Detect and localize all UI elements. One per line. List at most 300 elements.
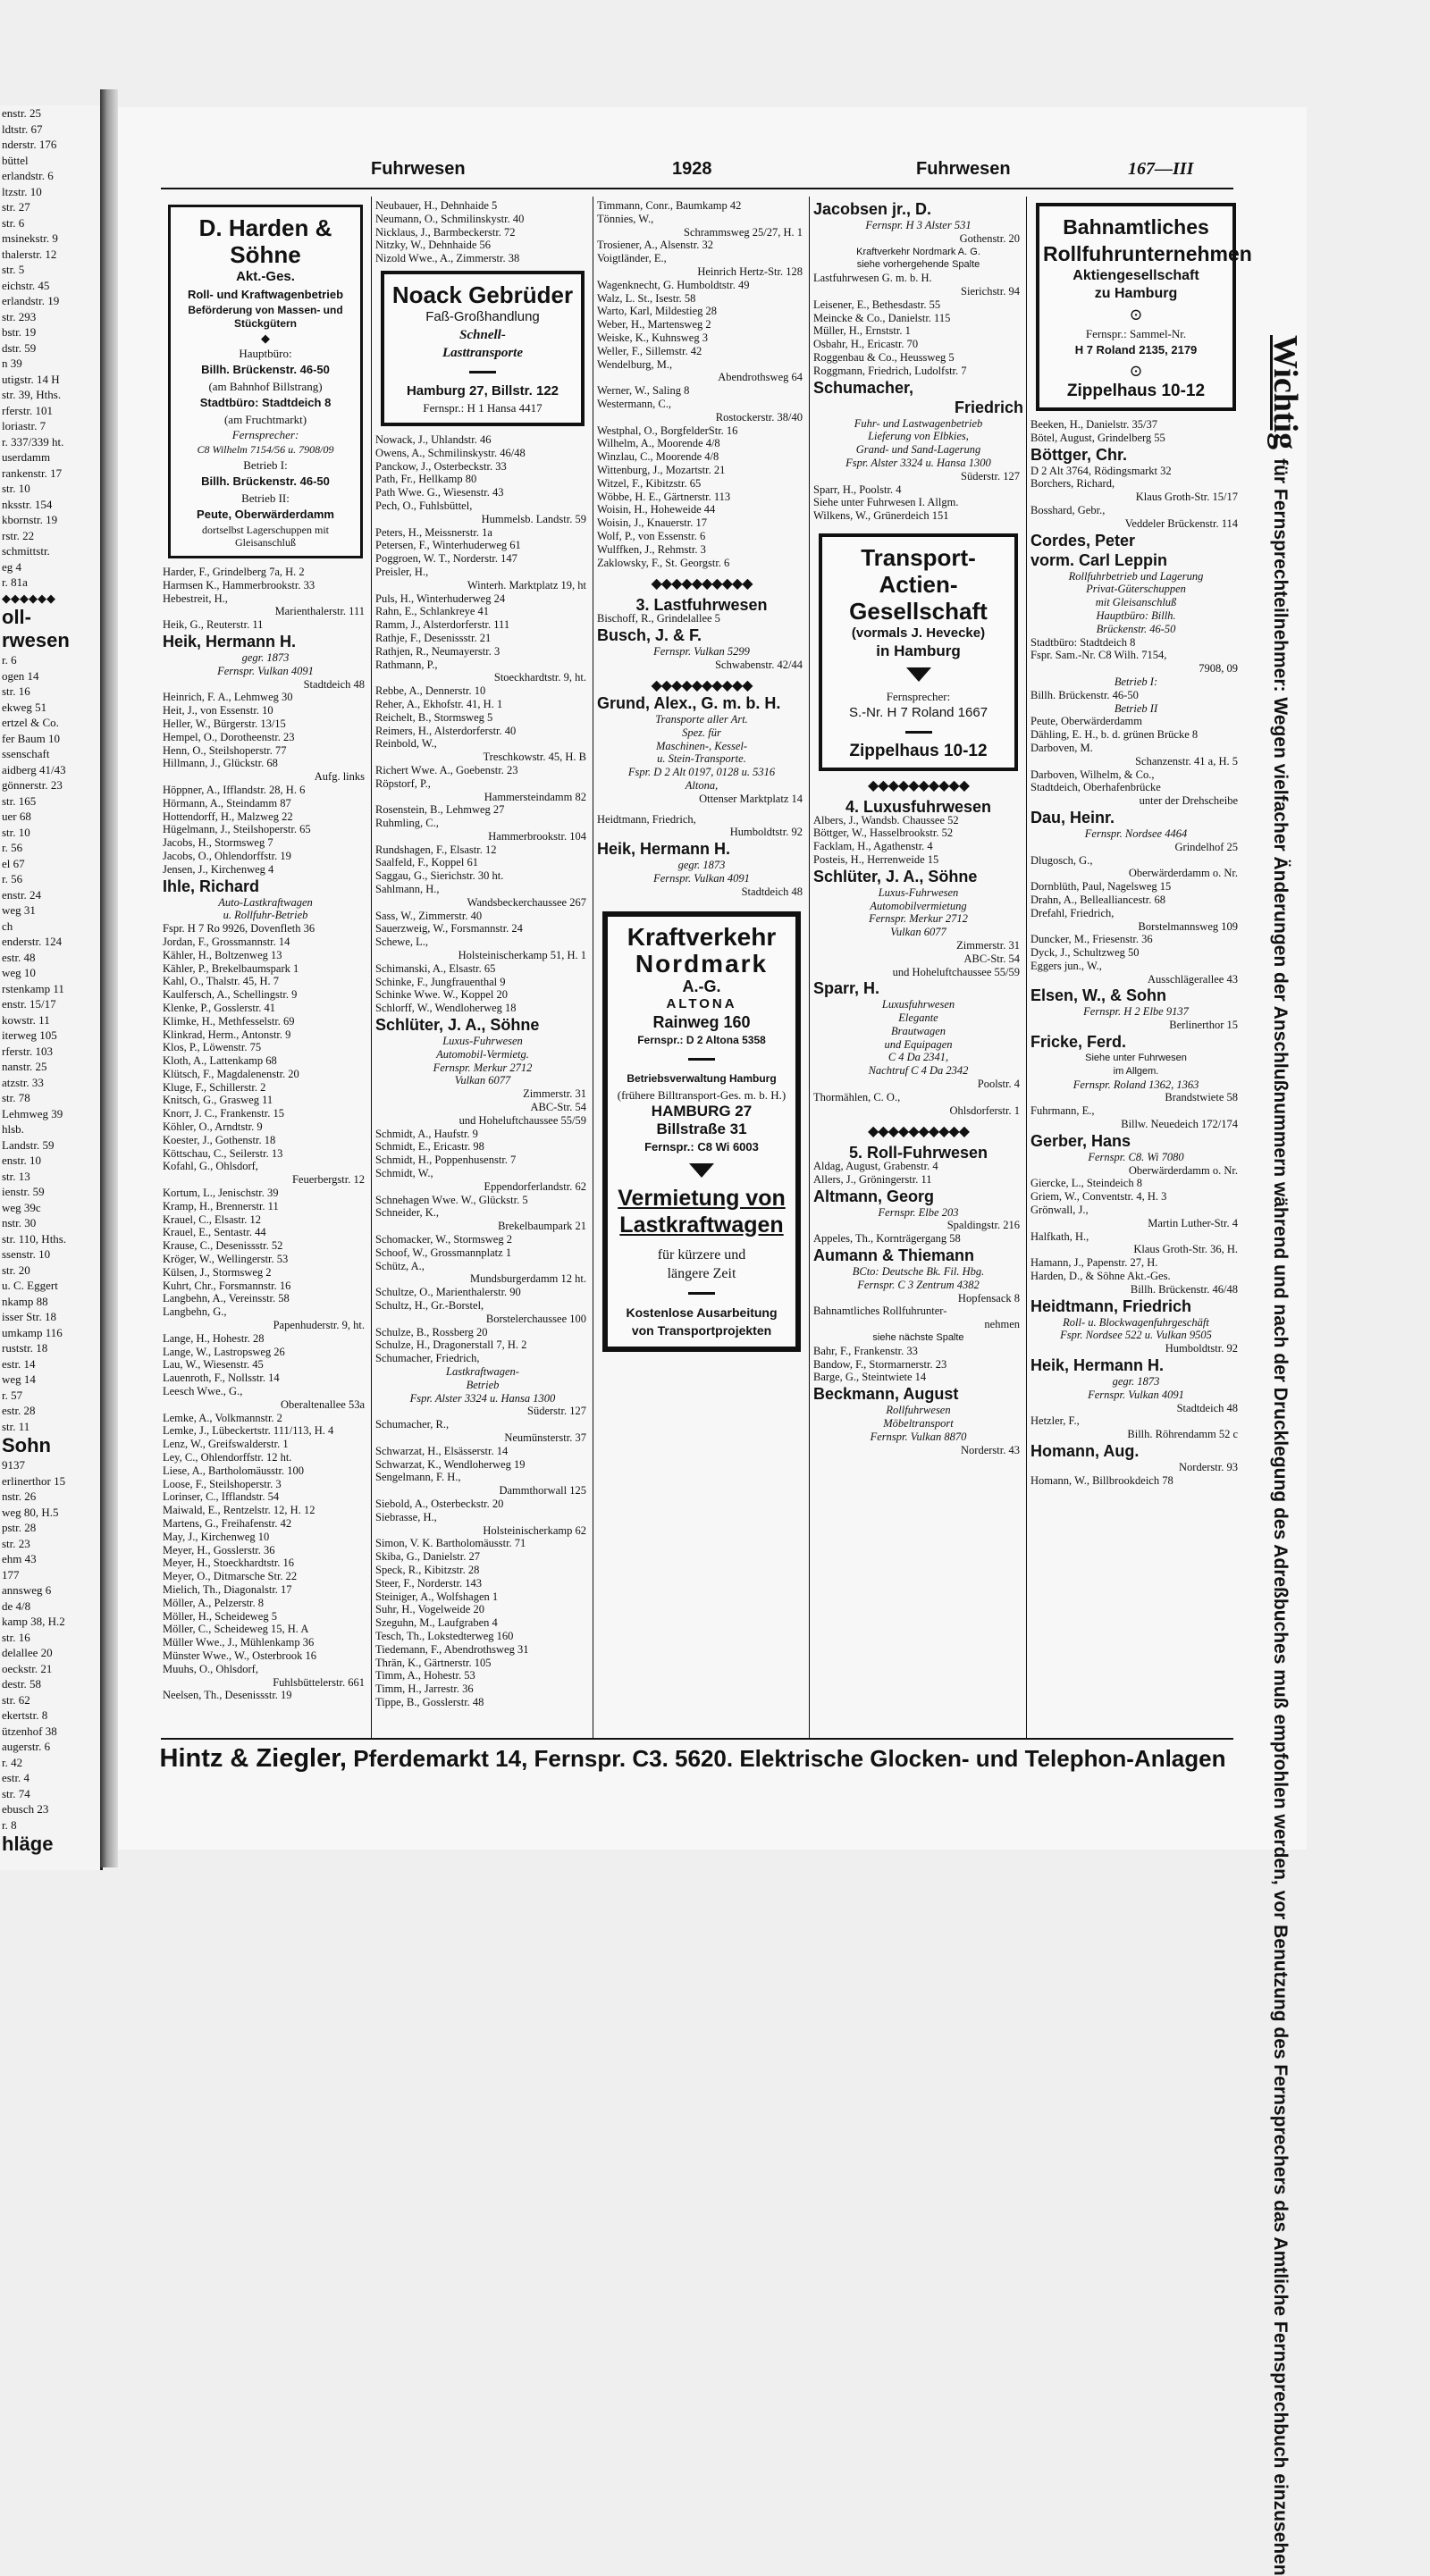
list-item: Bandow, F., Stormarnerstr. 23	[813, 1357, 947, 1371]
list-item: Owens, A., Schmilinskystr. 46/48	[375, 446, 526, 459]
ad-bahnamtliches	[1036, 203, 1252, 411]
column-5	[1030, 199, 1252, 1488]
divider	[688, 1058, 715, 1061]
fragment-line: ldtstr. 67	[2, 122, 43, 136]
fragment-line: str. 110, Hths.	[2, 1231, 67, 1246]
list-item: Drahn, A., Bellealliancestr. 68	[1030, 893, 1166, 906]
listing-address: Stadtdeich 48	[303, 677, 365, 691]
list-item: Tesch, Th., Lokstedterweg 160	[375, 1629, 514, 1642]
column-rule	[809, 197, 810, 1738]
fragment-line: eg 4	[2, 559, 22, 574]
listing-detail: Altona,	[685, 779, 719, 793]
listing-address: 7908, 09	[1199, 662, 1238, 675]
listing-detail: Elegante	[898, 1011, 938, 1025]
list-item: Barge, G., Steintwiete 14	[813, 1371, 927, 1384]
ad-line: längere Zeit	[667, 1265, 736, 1281]
ad-subtitle: Faß-Großhandlung	[425, 308, 540, 324]
ad-title: Gesellschaft	[849, 597, 988, 625]
ad-title: D. Harden & Söhne	[198, 214, 332, 268]
list-item: Schwarzat, K., Wendloherweg 19	[375, 1457, 526, 1471]
list-item: Meincke & Co., Danielstr. 115	[813, 311, 951, 324]
fragment-line: estr. 48	[2, 950, 36, 964]
list-item: Kähler, H., Boltzenweg 13	[163, 948, 282, 961]
entry-list	[813, 777, 1023, 1456]
fragment-line: aidberg 41/43	[2, 762, 66, 776]
listing-address: Martin Luther-Str. 4	[1148, 1216, 1238, 1229]
list-item: Wittenburg, J., Mozartstr. 21	[597, 463, 726, 476]
listing-detail: Betrieb I:	[1114, 675, 1158, 688]
fragment-line: str. 23	[2, 1536, 30, 1550]
list-item: Nizold Wwe., A., Zimmerstr. 38	[375, 252, 520, 265]
listing-detail: Transporte aller Art.	[655, 713, 748, 726]
divider	[469, 371, 496, 373]
listing-address: und Hoheluftchaussee 55/59	[458, 1113, 586, 1127]
fragment-line: oll-	[2, 606, 31, 628]
footer-ad	[143, 1744, 1242, 1774]
list-item: Loose, F., Steilshoperstr. 3	[163, 1477, 282, 1490]
listing-detail: C 4 Da 2341,	[887, 1051, 949, 1064]
list-item: Dlugosch, G.,	[1030, 853, 1093, 867]
list-item: Rathjen, R., Neumayerstr. 3	[375, 644, 500, 658]
list-item: Schoof, W., Grossmannplatz 1	[375, 1246, 512, 1259]
list-item: Schultze, O., Marienthalerstr. 90	[375, 1286, 521, 1299]
list-item: Roggenbau & Co., Heussweg 5	[813, 350, 955, 364]
list-item: Henn, O., Steilshoperstr. 77	[163, 743, 287, 757]
fragment-line: enstr. 10	[2, 1154, 42, 1167]
listing-detail: Lastkraftwagen-	[446, 1364, 519, 1378]
fragment-line: annsweg 6	[2, 1583, 52, 1597]
fragment-line: ch	[2, 919, 13, 933]
listing-detail: Brückenstr. 46-50	[1096, 622, 1176, 635]
ad-line: Schnell-	[459, 327, 506, 342]
list-item: May, J., Kirchenweg 10	[163, 1530, 270, 1543]
fragment-line: Sohn	[2, 1434, 51, 1456]
list-item: Winzlau, C., Moorende 4/8	[597, 450, 719, 464]
list-item: Duncker, M., Friesenstr. 36	[1030, 933, 1153, 946]
header-rule	[161, 188, 1233, 189]
list-item: Kloth, A., Lattenkamp 68	[163, 1054, 277, 1068]
listing-detail: Grand- und Sand-Lagerung	[855, 443, 981, 457]
list-item: Reher, A., Ekhofstr. 41, H. 1	[375, 697, 503, 710]
ad-line: Peute, Oberwärderdamm	[197, 508, 334, 521]
listing-detail: Fernspr. H 3 Alster 531	[865, 219, 972, 231]
list-item: Tönnies, W.,	[597, 212, 654, 225]
list-item: Lemke, A., Volkmannstr. 2	[163, 1411, 282, 1424]
ad-line: für kürzere und	[657, 1246, 746, 1263]
fragment-line: rankenstr. 17	[2, 466, 63, 480]
list-item: Kuhrt, Chr., Forsmannstr. 16	[163, 1279, 291, 1292]
entry-list	[597, 199, 806, 899]
list-item: Kröger, W., Wellingerstr. 53	[163, 1253, 289, 1266]
list-item: Wilhelm, A., Moorende 4/8	[597, 437, 720, 450]
listing-address: Wandsbeckerchaussee 267	[467, 895, 586, 909]
diamond-icon: ◆	[261, 331, 270, 345]
listing-detail: Luxus-Fuhrwesen	[878, 885, 959, 899]
fragment-line: weg 80, H.5	[2, 1505, 59, 1519]
fragment-line: r. 337/339 ht.	[2, 434, 64, 449]
list-item: Klimke, H., Methfesselstr. 69	[163, 1014, 295, 1028]
fragment-line: el 67	[2, 856, 25, 870]
listing-address: Hopfensack 8	[957, 1291, 1020, 1305]
listing-detail: Betrieb	[466, 1378, 500, 1391]
list-item: Dähling, E. H., b. d. grünen Brücke 8	[1030, 728, 1199, 742]
list-item: Puls, H., Winterhuderweg 24	[375, 592, 506, 605]
section-heading: 4. Luxusfuhrwesen	[845, 797, 992, 816]
fragment-line: r. 42	[2, 1755, 23, 1769]
list-item: Westphal, O., BorgfelderStr. 16	[597, 424, 738, 437]
ad-line: Zippelhaus 10-12	[1066, 382, 1206, 400]
list-item: Schinke, F., Jungfrauenthal 9	[375, 975, 506, 988]
list-item: Siebold, A., Osterbeckstr. 20	[375, 1497, 504, 1510]
listing-name: Homann, Aug.	[1030, 1442, 1140, 1460]
listing-detail: Fernspr. C 3 Zentrum 4382	[857, 1278, 980, 1291]
list-item: Schmidt, E., Ericastr. 98	[375, 1140, 484, 1154]
fragment-line: nksstr. 154	[2, 497, 53, 511]
listing-address: Dammthorwall 125	[499, 1484, 586, 1498]
list-item: Suhr, H., Vogelweide 20	[375, 1603, 484, 1616]
listing-address: Gothenstr. 20	[959, 231, 1020, 245]
list-item: Stadtbüro: Stadtdeich 8	[1030, 635, 1136, 649]
list-item: Witzel, F., Kibitzstr. 65	[597, 476, 702, 490]
listing-address: nehmen	[984, 1318, 1020, 1331]
listing-address: Hammersteindamm 82	[484, 790, 586, 803]
list-item: Kramp, H., Brennerstr. 11	[163, 1199, 279, 1212]
list-item: Siebrasse, H.,	[375, 1510, 437, 1523]
fragment-line: thalerstr. 12	[2, 247, 57, 261]
ad-line: Fernspr.: D 2 Altona 5358	[637, 1033, 766, 1046]
list-item: Heller, W., Bürgerstr. 13/15	[163, 717, 286, 730]
listing-address: Oberaltenallee 53a	[280, 1397, 365, 1411]
fragment-line: estr. 14	[2, 1356, 36, 1371]
fragment-line: delallee 20	[2, 1646, 53, 1659]
ad-line: A.-G.	[682, 977, 721, 995]
ad-line: (vormals J. Hevecke)	[851, 625, 986, 641]
list-item: Lau, W., Wiesenstr. 45	[163, 1358, 264, 1372]
list-item: Rebbe, A., Dennerstr. 10	[375, 684, 486, 698]
listing-address: Mundsburgerdamm 12 ht.	[470, 1272, 586, 1286]
entry-list	[813, 199, 1023, 523]
fragment-line: Lehmweg 39	[2, 1106, 63, 1120]
listing-detail: Roll- u. Blockwagenfuhrgeschäft	[1063, 1315, 1209, 1329]
fragment-line: ◆◆◆◆◆◆	[2, 591, 55, 605]
fragment-line: dstr. 59	[2, 340, 37, 355]
listing-address: Spaldingstr. 216	[946, 1219, 1020, 1232]
list-item: Jensen, J., Kirchenweg 4	[163, 862, 274, 876]
listing-address: Stoeckhardtstr. 9, ht.	[493, 671, 586, 684]
listing-address: Aufg. links	[314, 770, 365, 784]
fragment-line: fer Baum 10	[2, 731, 60, 745]
listing-detail: gegr. 1873	[241, 650, 290, 664]
list-item: Tiedemann, F., Abendrothsweg 31	[375, 1642, 529, 1656]
circle-icon: ⊙	[1129, 362, 1143, 380]
ornament-divider: ◆◆◆◆◆◆◆◆◆◆	[867, 777, 970, 793]
list-item: Kaulfersch, A., Schellingstr. 9	[163, 988, 298, 1002]
footer-company: Hintz & Ziegler,	[159, 1744, 347, 1773]
ad-transport-actien	[819, 533, 1018, 771]
list-item: Fspr. H 7 Ro 9926, Dovenfleth 36	[163, 922, 315, 936]
list-item: Richert Wwe. A., Goebenstr. 23	[375, 763, 518, 776]
fragment-line: augerstr. 6	[2, 1740, 51, 1753]
list-item: Wolf, P., von Essenstr. 6	[597, 529, 706, 542]
list-item: Poggroen, W. T., Norderstr. 147	[375, 552, 517, 566]
list-item: Bötel, August, Grindelberg 55	[1030, 431, 1165, 444]
listing-address: Neumünsterstr. 37	[504, 1431, 586, 1444]
listing-name: Grund, Alex., G. m. b. H.	[597, 694, 781, 713]
fragment-line: rstenkamp 11	[2, 981, 64, 995]
fragment-line: str. 39, Hths.	[2, 388, 62, 401]
listing-detail: Vulkan 6077	[454, 1074, 511, 1087]
listing-detail: Fernspr. Vulkan 5299	[653, 644, 750, 658]
listing-address: Billh. Brückenstr. 46/48	[1130, 1282, 1238, 1296]
listing-name: vorm. Carl Leppin	[1030, 550, 1168, 569]
ad-line: Billh. Brückenstr. 46-50	[201, 474, 330, 488]
listing-address: Billh. Röhrendamm 52 c	[1127, 1428, 1238, 1441]
listing-detail: Automobilvermietung	[870, 899, 967, 912]
fragment-line: utigstr. 14 H	[2, 372, 60, 386]
list-item: Wulffken, J., Rehmstr. 3	[597, 542, 706, 556]
ornament-divider: ◆◆◆◆◆◆◆◆◆◆	[651, 576, 753, 592]
list-item: Borchers, Richard,	[1030, 477, 1115, 491]
ad-title: Lastkraftwagen	[619, 1212, 784, 1238]
list-item: Koester, J., Gothenstr. 18	[163, 1133, 276, 1146]
listing-address: Ottenser Marktplatz 14	[699, 792, 803, 805]
listing-address: Süderstr. 127	[527, 1405, 586, 1418]
listing-address: und Hoheluftchaussee 55/59	[892, 965, 1020, 978]
ad-title: Kraftverkehr	[627, 922, 777, 951]
fragment-line: enstr. 25	[2, 106, 42, 120]
list-item: Höppner, A., Ifflandstr. 28, H. 6	[163, 783, 306, 796]
listing-address: Süderstr. 127	[961, 469, 1020, 482]
list-item: Kofahl, G., Ohlsdorf,	[163, 1160, 258, 1173]
fragment-line: nstr. 30	[2, 1216, 37, 1229]
ad-line: Hamburg 27, Billstr. 122	[406, 382, 559, 399]
listing-address: Oberwärderdamm o. Nr.	[1128, 1163, 1238, 1177]
listing-detail: Fspr. Nordsee 522 u. Vulkan 9505	[1060, 1329, 1212, 1342]
list-item: Krauel, C., Elsastr. 12	[163, 1212, 262, 1226]
list-item: Neubauer, H., Dehnhaide 5	[375, 199, 498, 212]
fragment-line: enstr. 24	[2, 887, 42, 902]
list-item: Fspr. Sam.-Nr. C8 Wilh. 7154,	[1030, 649, 1167, 662]
listing-address: Stadtdeich 48	[1176, 1401, 1238, 1414]
listing-name: Heidtmann, Friedrich	[1030, 1296, 1192, 1315]
fragment-line: ruststr. 18	[2, 1341, 48, 1355]
list-item: Leisener, E., Bethesdastr. 55	[813, 298, 941, 311]
list-item: Peters, H., Meissnerstr. 1a	[375, 525, 492, 539]
list-item: Path, Fr., Hellkamp 80	[375, 473, 477, 486]
fragment-line: eichstr. 45	[2, 278, 50, 292]
list-item: Harden, D., & Söhne Akt.-Ges.	[1030, 1270, 1171, 1283]
list-item: Petersen, F., Winterhuderweg 61	[375, 539, 521, 552]
fragment-line: str. 16	[2, 1630, 30, 1644]
listing-name: Schlüter, J. A., Söhne	[813, 867, 978, 885]
listing-note: Kraftverkehr Nordmark A. G.	[856, 246, 980, 257]
list-item: Siehe unter Fuhrwesen I. Allgm.	[813, 496, 959, 509]
fragment-line: str. 16	[2, 684, 30, 698]
listing-detail: Rollfuhrbetrieb und Lagerung	[1068, 569, 1204, 583]
listing-detail: Lieferung von Elbkies,	[868, 430, 969, 443]
list-item: Appeles, Th., Kornträgergang 58	[813, 1232, 961, 1246]
list-item: Woisin, J., Knauerstr. 17	[597, 516, 707, 530]
list-item: Harmsen K., Hammerbrookstr. 33	[163, 578, 315, 592]
listing-detail: Fernspr. Nordsee 4464	[1084, 827, 1188, 840]
list-item: Liese, A., Bartholomäusstr. 100	[163, 1464, 304, 1477]
fragment-line: bstr. 19	[2, 325, 37, 339]
ad-line: Fernspr.: Sammel-Nr.	[1085, 327, 1187, 340]
listing-address: Heinrich Hertz-Str. 128	[697, 264, 803, 278]
listing-address: Stadtdeich 48	[741, 885, 803, 898]
list-item: Sengelmann, F. H.,	[375, 1471, 461, 1484]
listing-detail: Fspr. Alster 3324 u. Hansa 1300	[409, 1391, 556, 1405]
listing-address: Brandstwiete 58	[1165, 1091, 1238, 1104]
listing-address: Zimmerstr. 31	[956, 938, 1020, 952]
notice-title: Wichtig	[1266, 335, 1304, 450]
list-item: Szeguhn, M., Laufgraben 4	[375, 1616, 498, 1630]
ad-line: Zippelhaus 10-12	[849, 741, 988, 760]
ad-line: in Hamburg	[876, 642, 961, 659]
listing-name: Gerber, Hans	[1030, 1131, 1131, 1150]
list-item: Lastfuhrwesen G. m. b. H.	[813, 272, 932, 285]
list-item: Schumacher, R.,	[375, 1418, 450, 1431]
list-item: Trosiener, A., Alsenstr. 32	[597, 239, 713, 252]
ad-line: Rainweg 160	[652, 1012, 751, 1031]
list-item: Schulze, H., Dragonerstall 7, H. 2	[375, 1338, 527, 1352]
list-item: Voigtländer, E.,	[597, 252, 667, 265]
footer-address: Pferdemarkt 14, Fernspr. C3. 5620.	[346, 1745, 734, 1772]
fragment-line: nanstr. 25	[2, 1060, 47, 1073]
list-item: Krauel, E., Sentastr. 44	[163, 1226, 266, 1239]
footer-rule	[161, 1738, 1233, 1740]
notice-text: für Fernsprechteilnehmer: Wegen vielfacher Änderungen der Anschlußnummern während und nach der Drucklegung des Adreßbuches muß empfohlen werden, vor Benutzung des Fernsprechers das Amtliche Fernsprechbuch einzusehen	[1270, 458, 1291, 2576]
listing-detail: BCto: Deutsche Bk. Fil. Hbg.	[852, 1265, 985, 1279]
fragment-line: str. 78	[2, 1091, 30, 1104]
fragment-line: r. 81a	[2, 575, 28, 589]
list-item: Sahlmann, H.,	[375, 883, 440, 896]
list-item: Meyer, H., Stoeckhardtstr. 16	[163, 1557, 295, 1570]
listing-note: Siehe unter Fuhrwesen	[1085, 1053, 1187, 1064]
ad-title: Vermietung von	[618, 1185, 786, 1211]
fragment-line: ehm 43	[2, 1552, 37, 1565]
list-item: Wendelburg, M.,	[597, 357, 673, 371]
listing-address: Borstelerchaussee 100	[485, 1312, 586, 1325]
fragment-line: str. 11	[2, 1419, 30, 1433]
list-item: Hörmann, A., Steindamm 87	[163, 796, 291, 810]
fragment-line: loriastr. 7	[2, 419, 46, 432]
list-item: Schmidt, W.,	[375, 1167, 433, 1180]
listing-detail: Vulkan 6077	[890, 926, 946, 939]
listing-detail: Fernspr. H 2 Elbe 9137	[1083, 1005, 1189, 1019]
list-item: Röpstorf, P.,	[375, 776, 431, 790]
list-item: Schmidt, A., Haufstr. 9	[375, 1127, 478, 1140]
listing-detail: Spez. für	[682, 726, 721, 739]
list-item: Dornblüth, Paul, Nagelsweg 15	[1030, 880, 1172, 894]
fragment-line: ebusch 23	[2, 1802, 49, 1816]
fragment-line: destr. 58	[2, 1677, 42, 1691]
listing-address: ABC-Str. 54	[963, 952, 1020, 965]
listing-name: Böttger, Chr.	[1030, 445, 1128, 464]
ad-line: dortselbst Lagerschuppen mit Gleisanschluß	[202, 524, 329, 549]
list-item: Pech, O., Fuhlsbüttel,	[375, 499, 473, 512]
list-item: Lange, H., Hohestr. 28	[163, 1331, 265, 1345]
list-item: Hetzler, F.,	[1030, 1414, 1080, 1428]
listing-address: Winterh. Marktplatz 19, ht	[467, 578, 586, 592]
list-item: Weiske, K., Kuhnsweg 3	[597, 331, 708, 344]
listing-detail: Brautwagen	[890, 1024, 946, 1037]
fragment-line: rstr. 22	[2, 528, 35, 542]
ad-harden	[168, 205, 363, 558]
ad-line: Fernspr.: H 1 Hansa 4417	[423, 400, 543, 415]
list-item: Meyer, H., Gosslerstr. 36	[163, 1543, 275, 1557]
listing-name: Elsen, W., & Sohn	[1030, 986, 1167, 1005]
ad-line: C8 Wilhelm 7154/56 u. 7908/09	[197, 443, 334, 456]
fragment-line: gönnerstr. 23	[2, 778, 63, 792]
fragment-line: enderstr. 124	[2, 935, 63, 948]
list-item: Rosenstein, B., Lehmweg 27	[375, 803, 505, 817]
listing-detail: Möbeltransport	[883, 1417, 954, 1431]
fragment-line: str. 6	[2, 215, 25, 230]
listing-detail: Nachtruf C 4 Da 2342	[868, 1064, 969, 1078]
listing-address: Poolstr. 4	[977, 1078, 1020, 1091]
fragment-line: nderstr. 176	[2, 138, 57, 151]
list-item: Stadtdeich, Oberhafenbrücke	[1030, 781, 1161, 794]
listing-name: Busch, J. & F.	[597, 625, 702, 644]
fragment-line: erlinerthor 15	[2, 1473, 66, 1488]
fragment-line: kbornstr. 19	[2, 513, 58, 526]
listing-detail: Fernspr. Vulkan 8870	[870, 1430, 967, 1443]
listing-note: siehe nächste Spalte	[872, 1332, 964, 1344]
list-item: Roggmann, Friedrich, Ludolfstr. 7	[813, 364, 967, 377]
list-item: Rundshagen, F., Elsastr. 12	[375, 843, 497, 856]
listing-detail: mit Gleisanschluß	[1095, 596, 1177, 609]
fragment-line: erlandstr. 6	[2, 169, 54, 182]
list-item: Möller, A., Pelzerstr. 8	[163, 1596, 265, 1609]
list-item: Beeken, H., Danielstr. 35/37	[1030, 418, 1157, 431]
ad-line: (frühere Billtransport-Ges. m. b. H.)	[617, 1087, 786, 1102]
fragment-line: hlsb.	[2, 1122, 24, 1136]
list-item: Walz, L. St., Isestr. 58	[597, 291, 696, 305]
list-item: Griem, W., Conventstr. 4, H. 3	[1030, 1190, 1167, 1204]
listing-address: Ausschlägerallee 43	[1147, 972, 1238, 986]
list-item: Billh. Brückenstr. 46-50	[1030, 688, 1139, 701]
listing-address: Schwabenstr. 42/44	[715, 658, 803, 671]
section-heading: 5. Roll-Fuhrwesen	[848, 1144, 988, 1162]
listing-detail: Fspr. Alster 3324 u. Hansa 1300	[845, 456, 991, 469]
list-item: Albers, J., Wandsb. Chaussee 52	[813, 813, 959, 827]
list-item: Westermann, C.,	[597, 397, 672, 410]
list-item: Darboven, M.	[1030, 741, 1093, 754]
list-item: Muuhs, O., Ohlsdorf,	[163, 1662, 258, 1675]
fragment-line: str. 5	[2, 263, 25, 276]
list-item: Darboven, Wilhelm, & Co.,	[1030, 768, 1155, 781]
fragment-line: pstr. 28	[2, 1521, 37, 1534]
list-item: Fuhrmann, E.,	[1030, 1104, 1095, 1118]
list-item: D 2 Alt 3764, Rödingsmarkt 32	[1030, 464, 1172, 477]
list-item: Sparr, H., Poolstr. 4	[813, 482, 902, 496]
list-item: Kortum, L., Jenischstr. 39	[163, 1187, 279, 1200]
list-item: Klos, P., Löwenstr. 75	[163, 1041, 262, 1054]
fragment-line: 177	[2, 1567, 20, 1582]
listing-address: Rostockerstr. 38/40	[715, 410, 803, 424]
running-head-left: Fuhrwesen	[371, 159, 466, 179]
list-item: Ramm, J., Alsterdorferstr. 111	[375, 618, 510, 632]
fragment-line: weg 31	[2, 903, 36, 917]
fragment-line: ekweg 51	[2, 700, 47, 714]
list-item: Path Wwe. G., Wiesenstr. 43	[375, 486, 504, 499]
ad-line: Kostenlose Ausarbeitung	[626, 1305, 778, 1320]
fragment-line: weg 14	[2, 1372, 36, 1386]
fragment-line: userdamm	[2, 450, 51, 464]
listing-name: Altmann, Georg	[813, 1187, 935, 1205]
arrow-down-icon	[689, 1163, 714, 1178]
